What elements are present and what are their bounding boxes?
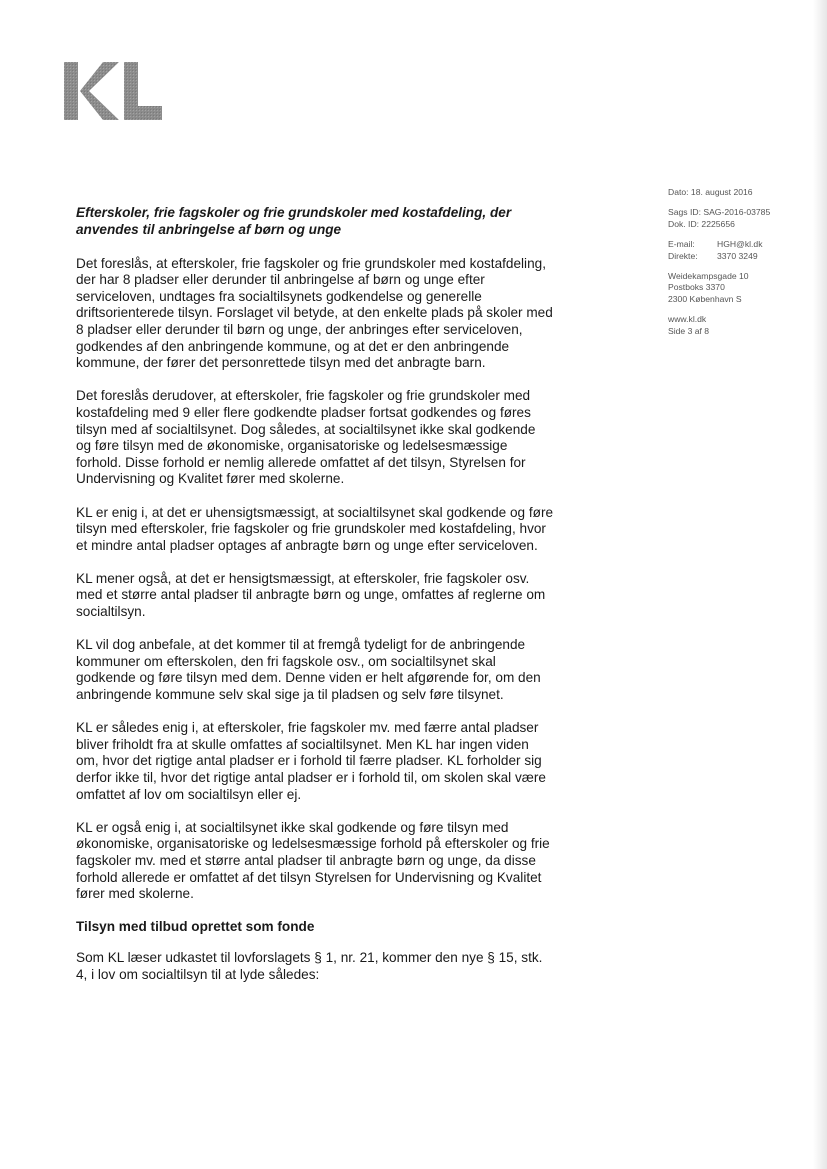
- doc-id: Dok. ID: 2225656: [668, 218, 735, 229]
- paragraph-4: KL mener også, at det er hensigtsmæssigt, at efterskoler, frie fagskoler osv. med et større antal pladser til anbragte børn og unge, omfattes af reglerne om socialtilsyn.: [76, 570, 546, 620]
- kl-logo: [64, 62, 162, 120]
- address-line-3: 2300 København S: [668, 293, 742, 304]
- address-line-2: Postboks 3370: [668, 282, 725, 293]
- paragraph-2: Det foreslås derudover, at efterskoler, frie fagskoler og frie grundskoler med kostafdeling med 9 eller flere godkendte pladser fortsat godkendes og føres tilsyn med af socialtilsynet. Dog således, at socialtilsynet ikke skal godkende og føre tilsyn med de økonomiske, organisatoriske og ledelsesmæssige forhold. Disse forhold er nemlig allerede omfattet af det tilsyn, Styrelsen for Undervisning og Kvalitet fører med skolerne.: [76, 388, 536, 487]
- email-label: E-mail:: [668, 239, 695, 250]
- page-edge-shadow: [813, 0, 827, 1169]
- paragraph-8: Som KL læser udkastet til lovforslagets § 1, nr. 21, kommer den nye § 15, stk. 4, i lov om socialtilsyn til at lyde således:: [76, 949, 543, 982]
- phone-label: Direkte:: [668, 250, 698, 261]
- paragraph-6: KL er således enig i, at efterskoler, frie fagskoler mv. med færre antal pladser bliver friholdt fra at skulle omfattes af socialtilsynet. Men KL har ingen viden om, hvor det rigtige antal pladser er i forhold til færre pladser. KL forholder sig derfor ikke til, hvor det rigtige antal pladser er i forhold til, om skolen skal være omfattet af lov om socialtilsyn eller ej.: [76, 720, 546, 802]
- phone-value: 3370 3249: [717, 250, 758, 261]
- date: Dato: 18. august 2016: [668, 187, 753, 197]
- page-number: Side 3 af 8: [668, 325, 710, 336]
- case-id: Sags ID: SAG-2016-03785: [668, 207, 771, 218]
- document-meta: [668, 187, 818, 346]
- paragraph-5: KL vil dog anbefale, at det kommer til at fremgå tydeligt for de anbringende kommuner om efterskolen, den fri fagskole osv., om socialtilsynet skal godkende og føre tilsyn med dem. Denne viden er helt afgørende for, om den anbringende kommune selv skal sige ja til pladsen og selv føre tilsynet.: [76, 637, 541, 703]
- document-body: [76, 205, 554, 1000]
- section-heading-2: Tilsyn med tilbud oprettet som fonde: [76, 919, 315, 935]
- address-line-1: Weidekampsgade 10: [668, 271, 749, 282]
- section-heading-1: Efterskoler, frie fagskoler og frie grundskoler med kostafdeling, der anvendes til anbringelse af børn og unge: [76, 205, 512, 237]
- website: www.kl.dk: [668, 314, 707, 325]
- email-value: HGH@kl.dk: [717, 239, 763, 250]
- paragraph-7: KL er også enig i, at socialtilsynet ikke skal godkende og føre tilsyn med økonomiske, organisatoriske og ledelsesmæssige forhold på efterskoler og frie fagskoler mv. med et større antal pladser til anbragte børn og unge, da disse forhold allerede er omfattet af det tilsyn Styrelsen for Undervisning og Kvalitet fører med skolerne.: [76, 819, 550, 902]
- paragraph-1: Det foreslås, at efterskoler, frie fagskoler og frie grundskoler med kostafdeling, der har 8 pladser eller derunder til anbringelse af børn og unge efter serviceloven, undtages fra socialtilsynets godkendelse og generelle driftsorienterede tilsyn. Forslaget vil betyde, at den enkelte plads på skoler med 8 pladser eller derunder til børn og unge, der anbringes efter serviceloven, godkendes af den anbringende kommune, og at det er den anbringende kommune, der fører det personrettede tilsyn med det anbragte barn.: [76, 255, 553, 371]
- paragraph-3: KL er enig i, at det er uhensigtsmæssigt, at socialtilsynet skal godkende og føre tilsyn med efterskoler, frie fagskoler og frie grundskoler med kostafdeling, hvor et mindre antal pladser optages af anbragte børn og unge efter serviceloven.: [76, 504, 554, 553]
